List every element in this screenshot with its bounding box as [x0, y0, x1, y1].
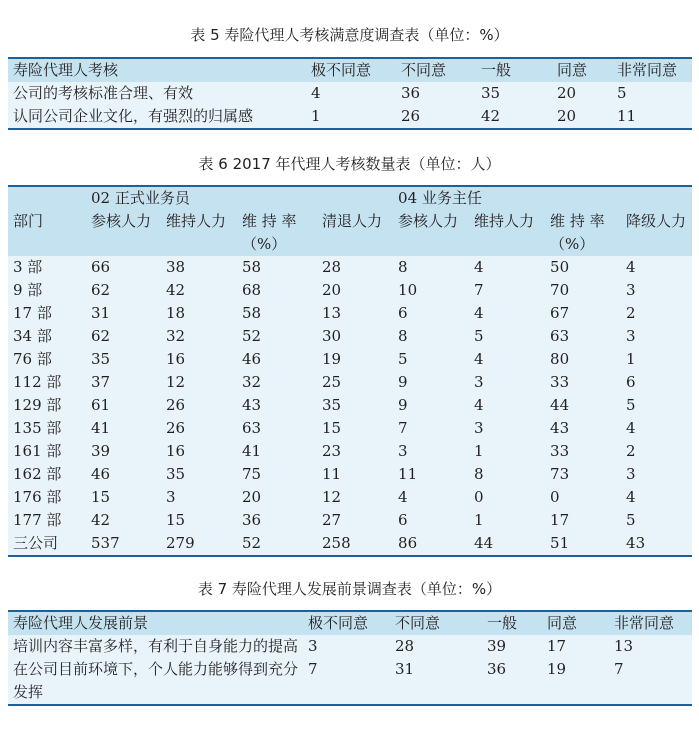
table6-cell: 7	[469, 279, 545, 302]
table7-cell: 28	[390, 635, 482, 658]
table7-header-cell: 不同意	[390, 611, 482, 635]
table6-cell: 8	[393, 325, 469, 348]
table6-cell: 5	[469, 325, 545, 348]
table6-cell: 41	[237, 440, 317, 463]
table6-header-cell: 维 持 率	[545, 210, 621, 233]
table6-cell: 3	[621, 463, 692, 486]
table-row	[8, 394, 692, 417]
table6-cell: 76 部	[8, 348, 86, 371]
table-row	[8, 82, 692, 105]
table-row	[8, 325, 692, 348]
table-row	[8, 486, 692, 509]
table6-cell: 32	[161, 325, 237, 348]
table6-cell: 11	[317, 463, 393, 486]
table6-group-header: 02 正式业务员	[86, 186, 393, 210]
table-row	[8, 635, 692, 658]
table6-cell: 112 部	[8, 371, 86, 394]
table6-cell: 62	[86, 325, 161, 348]
table-row	[8, 417, 692, 440]
table5-cell: 26	[396, 105, 476, 129]
table6-caption: 表 6 2017 年代理人考核数量表（单位：人）	[198, 155, 501, 173]
table6-cell: 43	[237, 394, 317, 417]
table6-cell: 42	[161, 279, 237, 302]
table6-cell: 36	[237, 509, 317, 532]
table5-cell: 公司的考核标准合理、有效	[8, 82, 306, 105]
table6-cell: 9	[393, 394, 469, 417]
table6-cell: 17 部	[8, 302, 86, 325]
table6-cell: 50	[545, 256, 621, 279]
table6-cell: 75	[237, 463, 317, 486]
table6-cell: 15	[317, 417, 393, 440]
table-row	[8, 440, 692, 463]
table6-cell: 32	[237, 371, 317, 394]
table6-cell: 5	[621, 394, 692, 417]
table6-cell: 4	[621, 256, 692, 279]
table6-cell: 13	[317, 302, 393, 325]
table6-cell: 7	[393, 417, 469, 440]
table-row	[8, 302, 692, 325]
table7-cell: 19	[542, 658, 609, 705]
table6-cell: 3	[469, 371, 545, 394]
table6-cell: 31	[86, 302, 161, 325]
table6-cell: 30	[317, 325, 393, 348]
table6-cell: 6	[393, 302, 469, 325]
table6-cell: 12	[317, 486, 393, 509]
table6-header-cell: 降级人力	[621, 210, 692, 233]
table6-cell: 4	[621, 486, 692, 509]
table6-unit-label: （%）	[237, 233, 317, 256]
table6-cell: 1	[469, 440, 545, 463]
table6-cell: 4	[469, 394, 545, 417]
table6-cell: 52	[237, 325, 317, 348]
table6-cell: 2	[621, 440, 692, 463]
table6-body	[8, 256, 692, 556]
table6-cell: 4	[469, 302, 545, 325]
table6-cell: 3 部	[8, 256, 86, 279]
table6-cell: 3	[621, 325, 692, 348]
table6-cell: 34 部	[8, 325, 86, 348]
table6	[8, 185, 692, 557]
table5-cell: 36	[396, 82, 476, 105]
table7-cell: 3	[303, 635, 390, 658]
table-row	[8, 348, 692, 371]
table7-cell: 培训内容丰富多样，有利于自身能力的提高	[8, 635, 303, 658]
table6-cell: 35	[317, 394, 393, 417]
table6-header-cell: 维持人力	[469, 210, 545, 233]
table7-header-cell: 同意	[542, 611, 609, 635]
table6-cell: 4	[469, 348, 545, 371]
table5-header-cell: 不同意	[396, 58, 476, 82]
table6-cell: 52	[237, 532, 317, 556]
table6-cell: 1	[469, 509, 545, 532]
table7-cell: 36	[482, 658, 542, 705]
table5-cell: 11	[612, 105, 692, 129]
table6-cell: 6	[621, 371, 692, 394]
table5-header-cell: 寿险代理人考核	[8, 58, 306, 82]
table6-header-cell: 维持人力	[161, 210, 237, 233]
table6-cell: 三公司	[8, 532, 86, 556]
table6-cell: 43	[545, 417, 621, 440]
table6-cell: 35	[86, 348, 161, 371]
table6-cell: 42	[86, 509, 161, 532]
table-row	[8, 463, 692, 486]
table6-cell: 43	[621, 532, 692, 556]
table6-cell: 3	[161, 486, 237, 509]
table7-header-cell: 一般	[482, 611, 542, 635]
table6-header-cell: 参核人力	[86, 210, 161, 233]
table6-cell: 0	[545, 486, 621, 509]
table6-cell: 162 部	[8, 463, 86, 486]
table6-cell: 4	[469, 256, 545, 279]
table6-cell: 129 部	[8, 394, 86, 417]
table6-cell: 25	[317, 371, 393, 394]
table6-cell: 63	[237, 417, 317, 440]
table7-cell: 39	[482, 635, 542, 658]
table6-cell: 4	[393, 486, 469, 509]
table6-cell: 17	[545, 509, 621, 532]
table7-cell: 在公司目前环境下，个人能力能够得到充分发挥	[8, 658, 303, 705]
table6-unit-label: （%）	[545, 233, 621, 256]
table6-cell: 161 部	[8, 440, 86, 463]
table6-cell: 2	[621, 302, 692, 325]
table6-cell: 9 部	[8, 279, 86, 302]
table5-cell: 1	[306, 105, 396, 129]
table6-cell: 62	[86, 279, 161, 302]
table6-cell: 73	[545, 463, 621, 486]
table7-cell: 7	[303, 658, 390, 705]
table6-cell: 80	[545, 348, 621, 371]
table6-cell: 3	[393, 440, 469, 463]
table6-cell: 39	[86, 440, 161, 463]
table5-cell: 35	[476, 82, 552, 105]
table6-cell: 41	[86, 417, 161, 440]
table7-header-cell: 极不同意	[303, 611, 390, 635]
table6-cell: 10	[393, 279, 469, 302]
table5-cell: 5	[612, 82, 692, 105]
table6-header-cell: 维 持 率	[237, 210, 317, 233]
table6-cell: 58	[237, 256, 317, 279]
table5	[8, 57, 692, 130]
table5-cell: 20	[552, 82, 612, 105]
table6-cell: 176 部	[8, 486, 86, 509]
table6-cell: 9	[393, 371, 469, 394]
table6-cell: 26	[161, 417, 237, 440]
table6-group-header-row	[8, 186, 692, 210]
table6-cell: 68	[237, 279, 317, 302]
table6-cell: 70	[545, 279, 621, 302]
table6-cell: 1	[621, 348, 692, 371]
table6-cell: 15	[86, 486, 161, 509]
table6-cell: 37	[86, 371, 161, 394]
table6-cell: 26	[161, 394, 237, 417]
table7-caption: 表 7 寿险代理人发展前景调查表（单位：%）	[197, 580, 502, 598]
table6-cell: 63	[545, 325, 621, 348]
table6-cell: 58	[237, 302, 317, 325]
table7-header-row	[8, 611, 692, 635]
table6-cell: 135 部	[8, 417, 86, 440]
table6-cell: 28	[317, 256, 393, 279]
table6-cell: 51	[545, 532, 621, 556]
table-row	[8, 532, 692, 556]
table5-header-row	[8, 58, 692, 82]
table6-cell: 4	[621, 417, 692, 440]
table6-cell: 5	[393, 348, 469, 371]
table6-cell: 20	[317, 279, 393, 302]
table5-header-cell: 极不同意	[306, 58, 396, 82]
table6-header-cell: 部门	[8, 210, 86, 233]
table5-cell: 4	[306, 82, 396, 105]
table5-cell: 认同公司企业文化，有强烈的归属感	[8, 105, 306, 129]
table6-cell: 19	[317, 348, 393, 371]
table6-header-row	[8, 210, 692, 233]
table5-cell: 42	[476, 105, 552, 129]
table6-cell: 61	[86, 394, 161, 417]
table6-cell: 5	[621, 509, 692, 532]
table6-cell: 35	[161, 463, 237, 486]
table6-cell: 8	[393, 256, 469, 279]
table7-header-cell: 寿险代理人发展前景	[8, 611, 303, 635]
table6-cell: 86	[393, 532, 469, 556]
table6-cell: 12	[161, 371, 237, 394]
table6-cell: 46	[237, 348, 317, 371]
table6-cell: 66	[86, 256, 161, 279]
table-row	[8, 279, 692, 302]
table-row	[8, 509, 692, 532]
table6-cell: 537	[86, 532, 161, 556]
table6-unit-row	[8, 233, 692, 256]
table6-cell: 3	[469, 417, 545, 440]
table7	[8, 610, 692, 706]
table7-header-cell: 非常同意	[609, 611, 692, 635]
table6-cell: 177 部	[8, 509, 86, 532]
table-row	[8, 256, 692, 279]
table6-cell: 44	[469, 532, 545, 556]
table-row	[8, 105, 692, 129]
table6-cell: 33	[545, 440, 621, 463]
table6-cell: 27	[317, 509, 393, 532]
table6-cell: 0	[469, 486, 545, 509]
table-row	[8, 371, 692, 394]
table5-header-cell: 同意	[552, 58, 612, 82]
table6-cell: 18	[161, 302, 237, 325]
table6-cell: 8	[469, 463, 545, 486]
table6-cell: 38	[161, 256, 237, 279]
table6-cell: 11	[393, 463, 469, 486]
table7-cell: 7	[609, 658, 692, 705]
table6-cell: 16	[161, 348, 237, 371]
table6-cell: 258	[317, 532, 393, 556]
table7-cell: 13	[609, 635, 692, 658]
table6-group-header: 04 业务主任	[393, 186, 692, 210]
table7-cell: 31	[390, 658, 482, 705]
table6-cell: 67	[545, 302, 621, 325]
table6-cell: 3	[621, 279, 692, 302]
table5-caption: 表 5 寿险代理人考核满意度调查表（单位：%）	[190, 26, 509, 44]
table5-cell: 20	[552, 105, 612, 129]
table6-cell: 33	[545, 371, 621, 394]
table6-cell: 46	[86, 463, 161, 486]
table6-cell: 16	[161, 440, 237, 463]
table6-cell: 44	[545, 394, 621, 417]
table6-header-cell: 参核人力	[393, 210, 469, 233]
table5-header-cell: 非常同意	[612, 58, 692, 82]
table5-header-cell: 一般	[476, 58, 552, 82]
table6-header-cell: 清退人力	[317, 210, 393, 233]
table6-cell: 20	[237, 486, 317, 509]
table6-cell: 23	[317, 440, 393, 463]
table7-cell: 17	[542, 635, 609, 658]
table-row	[8, 658, 692, 705]
table6-cell: 6	[393, 509, 469, 532]
table6-cell: 15	[161, 509, 237, 532]
table6-cell: 279	[161, 532, 237, 556]
